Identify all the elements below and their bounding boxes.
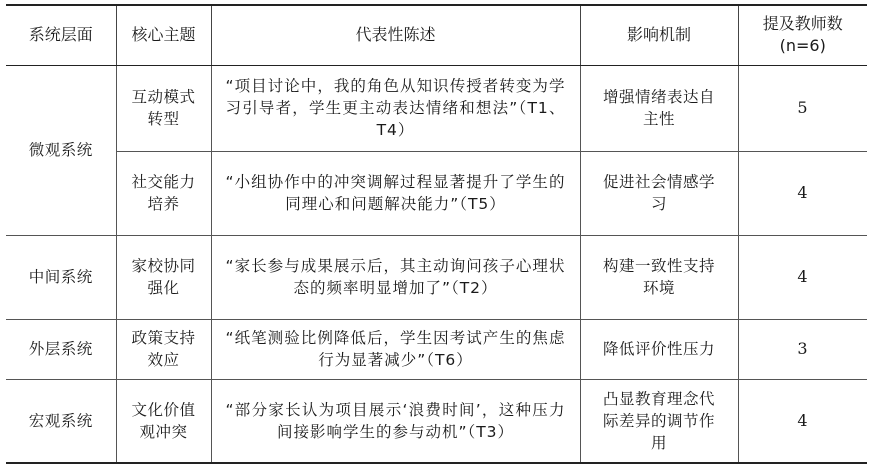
cell-teacher-count: 4 [738, 151, 867, 235]
table-row [6, 151, 867, 235]
cell-system-level: 中间系统 [6, 235, 116, 319]
table-container [6, 4, 867, 464]
table-header [6, 5, 867, 65]
results-table [6, 4, 867, 464]
cell-statement: “小组协作中的冲突调解过程显著提升了学生的同理心和问题解决能力”（T5） [211, 151, 580, 235]
header-mechanism: 影响机制 [580, 5, 738, 65]
header-system-level: 系统层面 [6, 5, 116, 65]
table-row [6, 235, 867, 319]
header-representative-statement: 代表性陈述 [211, 5, 580, 65]
cell-teacher-count: 4 [738, 379, 867, 463]
cell-teacher-count: 5 [738, 65, 867, 151]
header-teacher-count: 提及教师数 (n=6) [738, 5, 867, 65]
cell-mechanism: 增强情绪表达自主性 [580, 65, 738, 151]
cell-mechanism: 凸显教育理念代际差异的调节作用 [580, 379, 738, 463]
cell-teacher-count: 3 [738, 319, 867, 379]
cell-core-theme: 家校协同强化 [116, 235, 211, 319]
table-row [6, 65, 867, 151]
cell-system-level: 外层系统 [6, 319, 116, 379]
cell-mechanism: 促进社会情感学习 [580, 151, 738, 235]
cell-core-theme: 文化价值观冲突 [116, 379, 211, 463]
table-body [6, 65, 867, 463]
cell-statement: “部分家长认为项目展示‘浪费时间’，这种压力间接影响学生的参与动机”（T3） [211, 379, 580, 463]
table-row [6, 319, 867, 379]
cell-statement: “家长参与成果展示后，其主动询问孩子心理状态的频率明显增加了”（T2） [211, 235, 580, 319]
cell-core-theme: 社交能力培养 [116, 151, 211, 235]
cell-statement: “项目讨论中，我的角色从知识传授者转变为学习引导者，学生更主动表达情绪和想法”（T1、T4） [211, 65, 580, 151]
header-core-theme: 核心主题 [116, 5, 211, 65]
cell-statement: “纸笔测验比例降低后，学生因考试产生的焦虑行为显著减少”（T6） [211, 319, 580, 379]
cell-teacher-count: 4 [738, 235, 867, 319]
cell-system-level: 微观系统 [6, 65, 116, 235]
table-row [6, 379, 867, 463]
cell-core-theme: 政策支持效应 [116, 319, 211, 379]
cell-mechanism: 降低评价性压力 [580, 319, 738, 379]
cell-core-theme: 互动模式转型 [116, 65, 211, 151]
cell-system-level: 宏观系统 [6, 379, 116, 463]
cell-mechanism: 构建一致性支持环境 [580, 235, 738, 319]
